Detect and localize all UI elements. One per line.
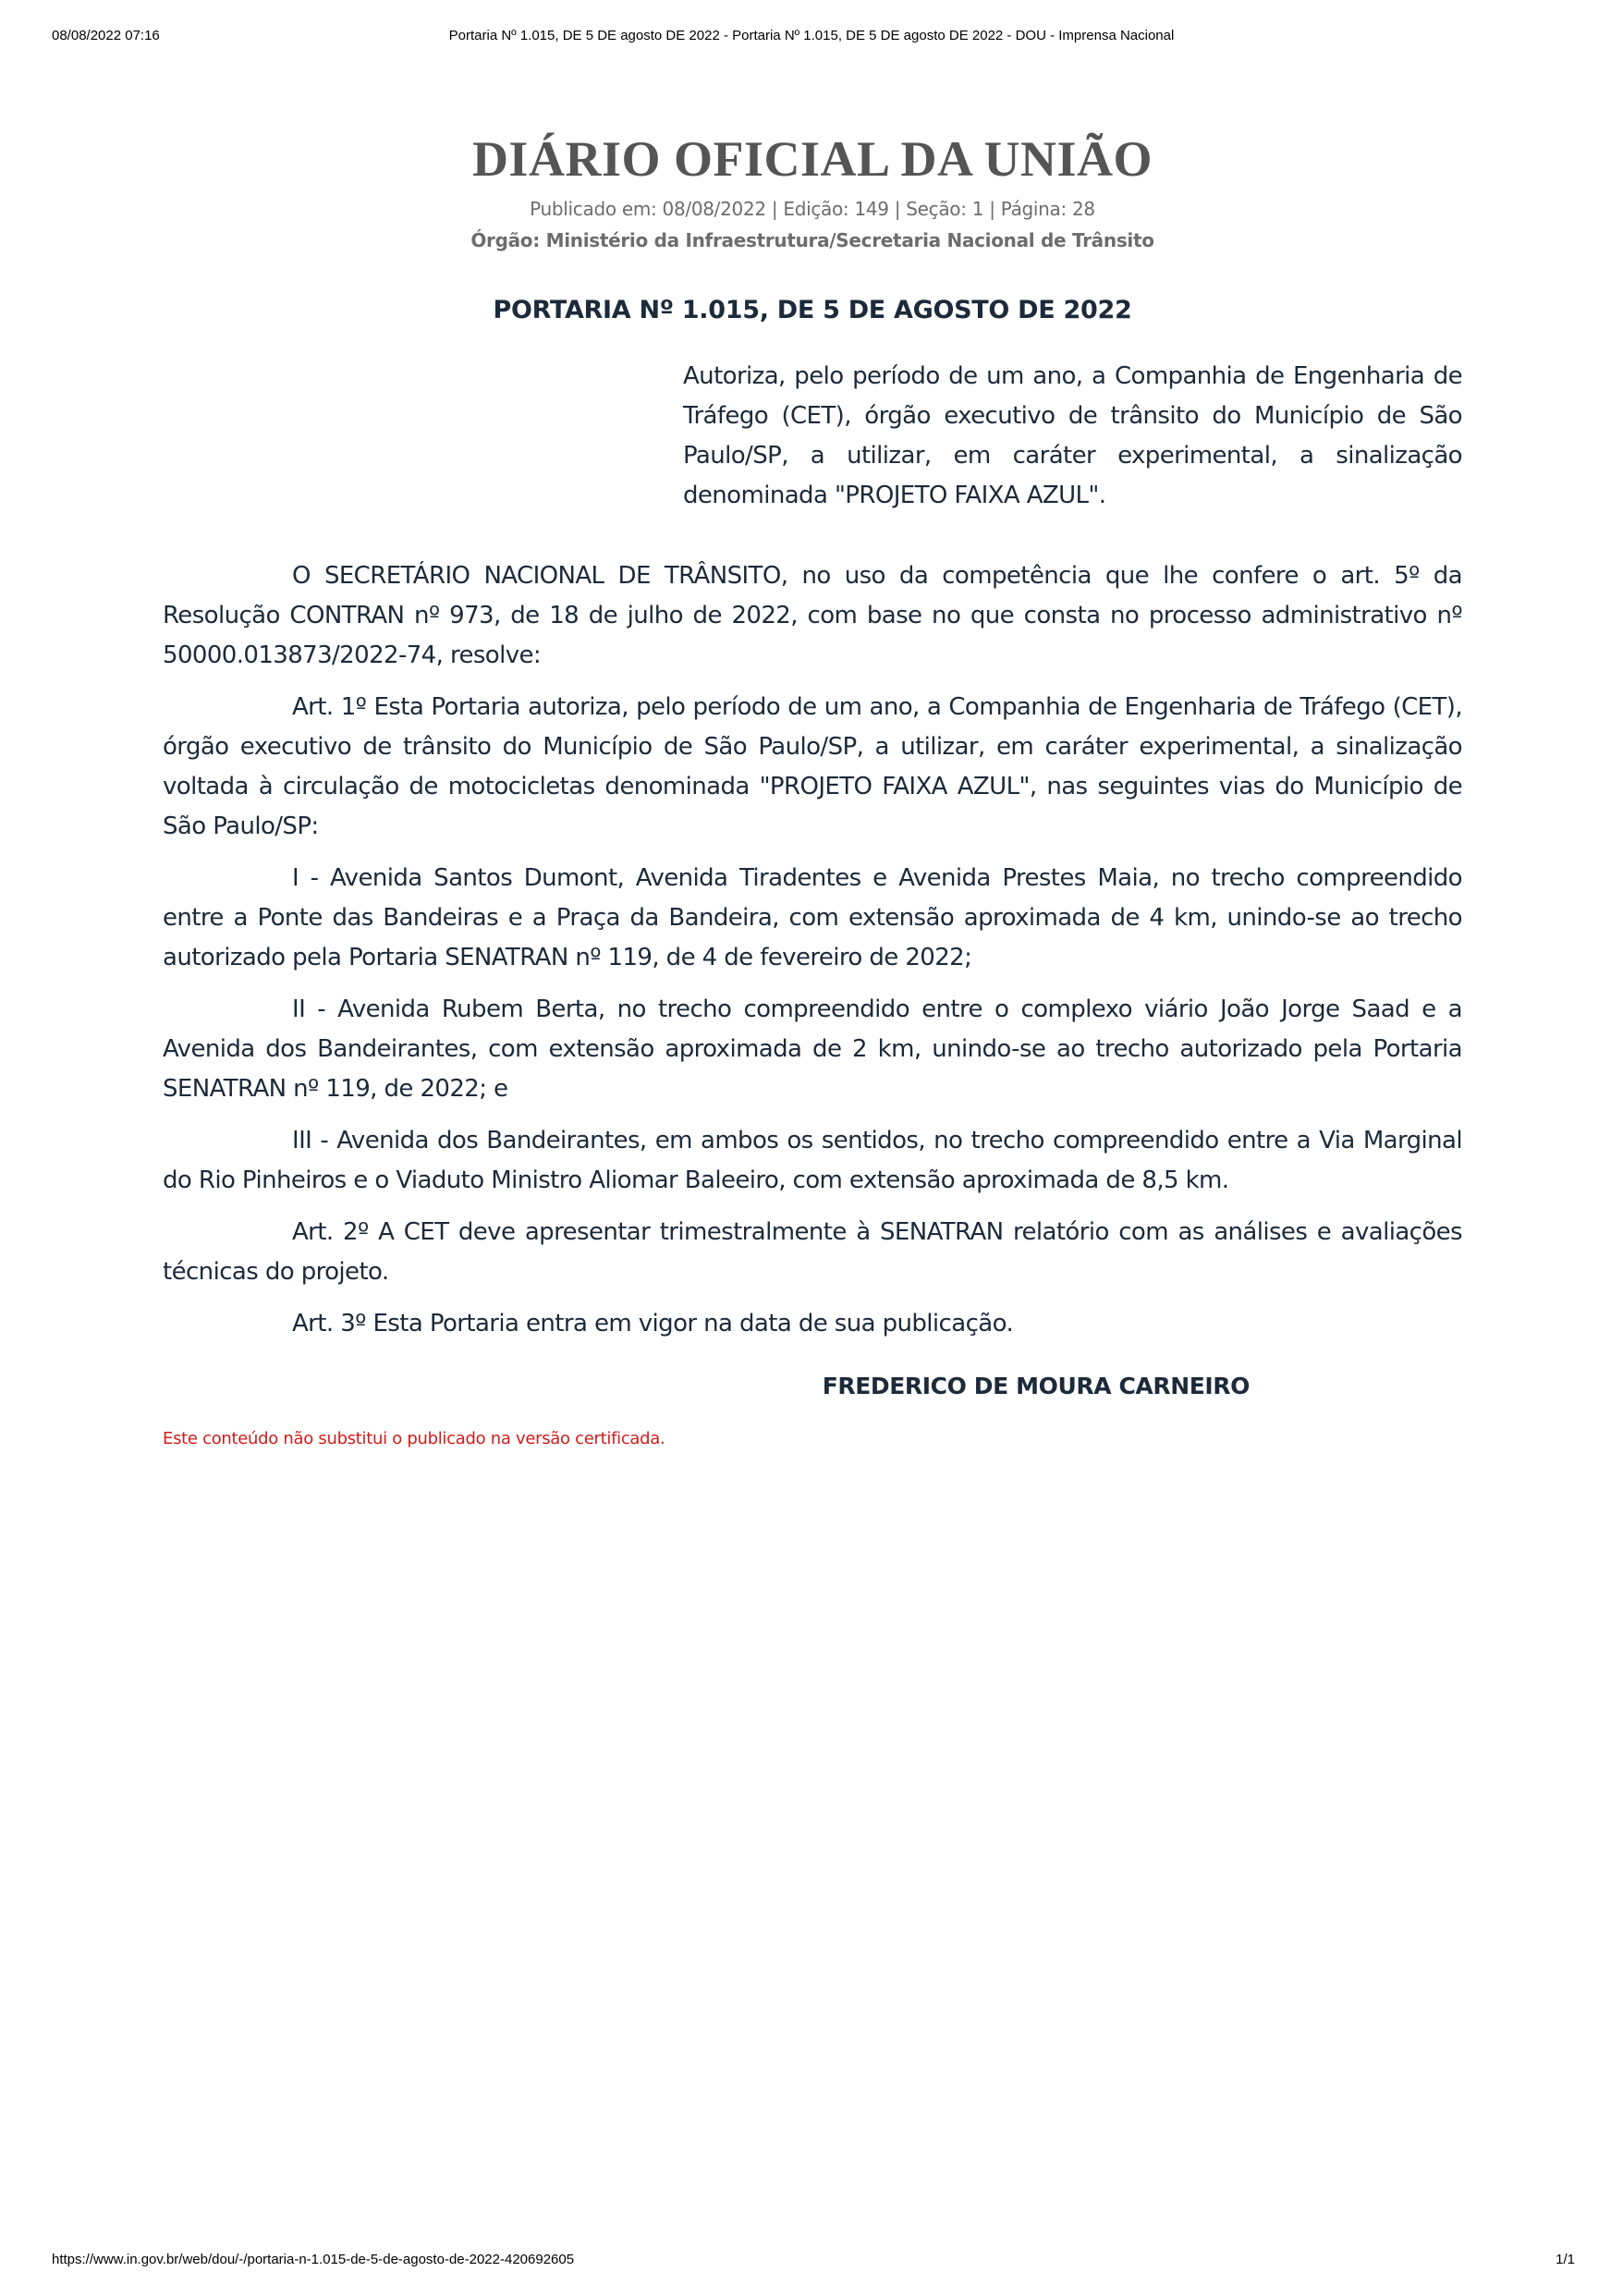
act-ementa: Autoriza, pelo período de um ano, a Companhia de Engenharia de Tráfego (CET), órgão executivo de trânsito do Município de São Paulo/SP, a utilizar, em caráter experimental, a sinalização denominada "PROJETO FAIXA AZUL". (683, 362, 1462, 509)
article-1: Art. 1º Esta Portaria autoriza, pelo período de um ano, a Companhia de Engenharia de Tráfego (CET), órgão executivo de trânsito do Município de São Paulo/SP, a utilizar, em caráter experimental, a sinalização voltada à circulação de motocicletas denominada "PROJETO FAIXA AZUL", nas seguintes vias do Município de São Paulo/SP: (163, 693, 1462, 840)
signatory-name: FREDERICO DE MOURA CARNEIRO (822, 1373, 1250, 1399)
issuing-organ: Órgão: Ministério da Infraestrutura/Secretaria Nacional de Trânsito (470, 229, 1154, 251)
article-1-item-ii: II - Avenida Rubem Berta, no trecho compreendido entre o complexo viário João Jorge Saad e a Avenida dos Bandeirantes, com extensão aproximada de 2 km, unindo-se ao trecho autorizado pela Portaria SENATRAN nº 119, de 2022; e (163, 995, 1462, 1103)
print-url[interactable]: https://www.in.gov.br/web/dou/-/portaria-n-1.015-de-5-de-agosto-de-2022-420692605 (52, 2252, 575, 2267)
print-page-title: Portaria Nº 1.015, DE 5 DE agosto DE 2022 - Portaria Nº 1.015, DE 5 DE agosto DE 2022 - DOU - Imprensa Nacional (448, 28, 1175, 43)
print-datetime: 08/08/2022 07:16 (52, 28, 160, 43)
document-body (163, 120, 1462, 1453)
article-3: Art. 3º Esta Portaria entra em vigor na data de sua publicação. (292, 1310, 1014, 1337)
certification-disclaimer: Este conteúdo não substitui o publicado na versão certificada. (163, 1429, 665, 1448)
print-page-count: 1/1 (1556, 2252, 1575, 2267)
publication-title: DIÁRIO OFICIAL DA UNIÃO (471, 131, 1153, 187)
print-footer (0, 2252, 1623, 2270)
act-preamble: O SECRETÁRIO NACIONAL DE TRÂNSITO, no uso da competência que lhe confere o art. 5º da Resolução CONTRAN nº 973, de 18 de julho de 2022, com base no que consta no processo administrativo nº 50000.013873/2022-74, resolve: (163, 562, 1462, 669)
print-header (0, 28, 1623, 46)
article-2: Art. 2º A CET deve apresentar trimestralmente à SENATRAN relatório com as análises e avaliações técnicas do projeto. (163, 1218, 1462, 1286)
act-title: PORTARIA Nº 1.015, DE 5 DE AGOSTO DE 2022 (493, 296, 1132, 324)
article-1-item-i: I - Avenida Santos Dumont, Avenida Tiradentes e Avenida Prestes Maia, no trecho compreendido entre a Ponte das Bandeiras e a Praça da Bandeira, com extensão aproximada de 4 km, unindo-se ao trecho autorizado pela Portaria SENATRAN nº 119, de 4 de fevereiro de 2022; (163, 864, 1462, 971)
article-1-item-iii: III - Avenida dos Bandeirantes, em ambos os sentidos, no trecho compreendido entre a Via Marginal do Rio Pinheiros e o Viaduto Ministro Aliomar Baleeiro, com extensão aproximada de 8,5 km. (163, 1127, 1462, 1194)
publication-meta: Publicado em: 08/08/2022 | Edição: 149 | Seção: 1 | Página: 28 (530, 198, 1095, 220)
